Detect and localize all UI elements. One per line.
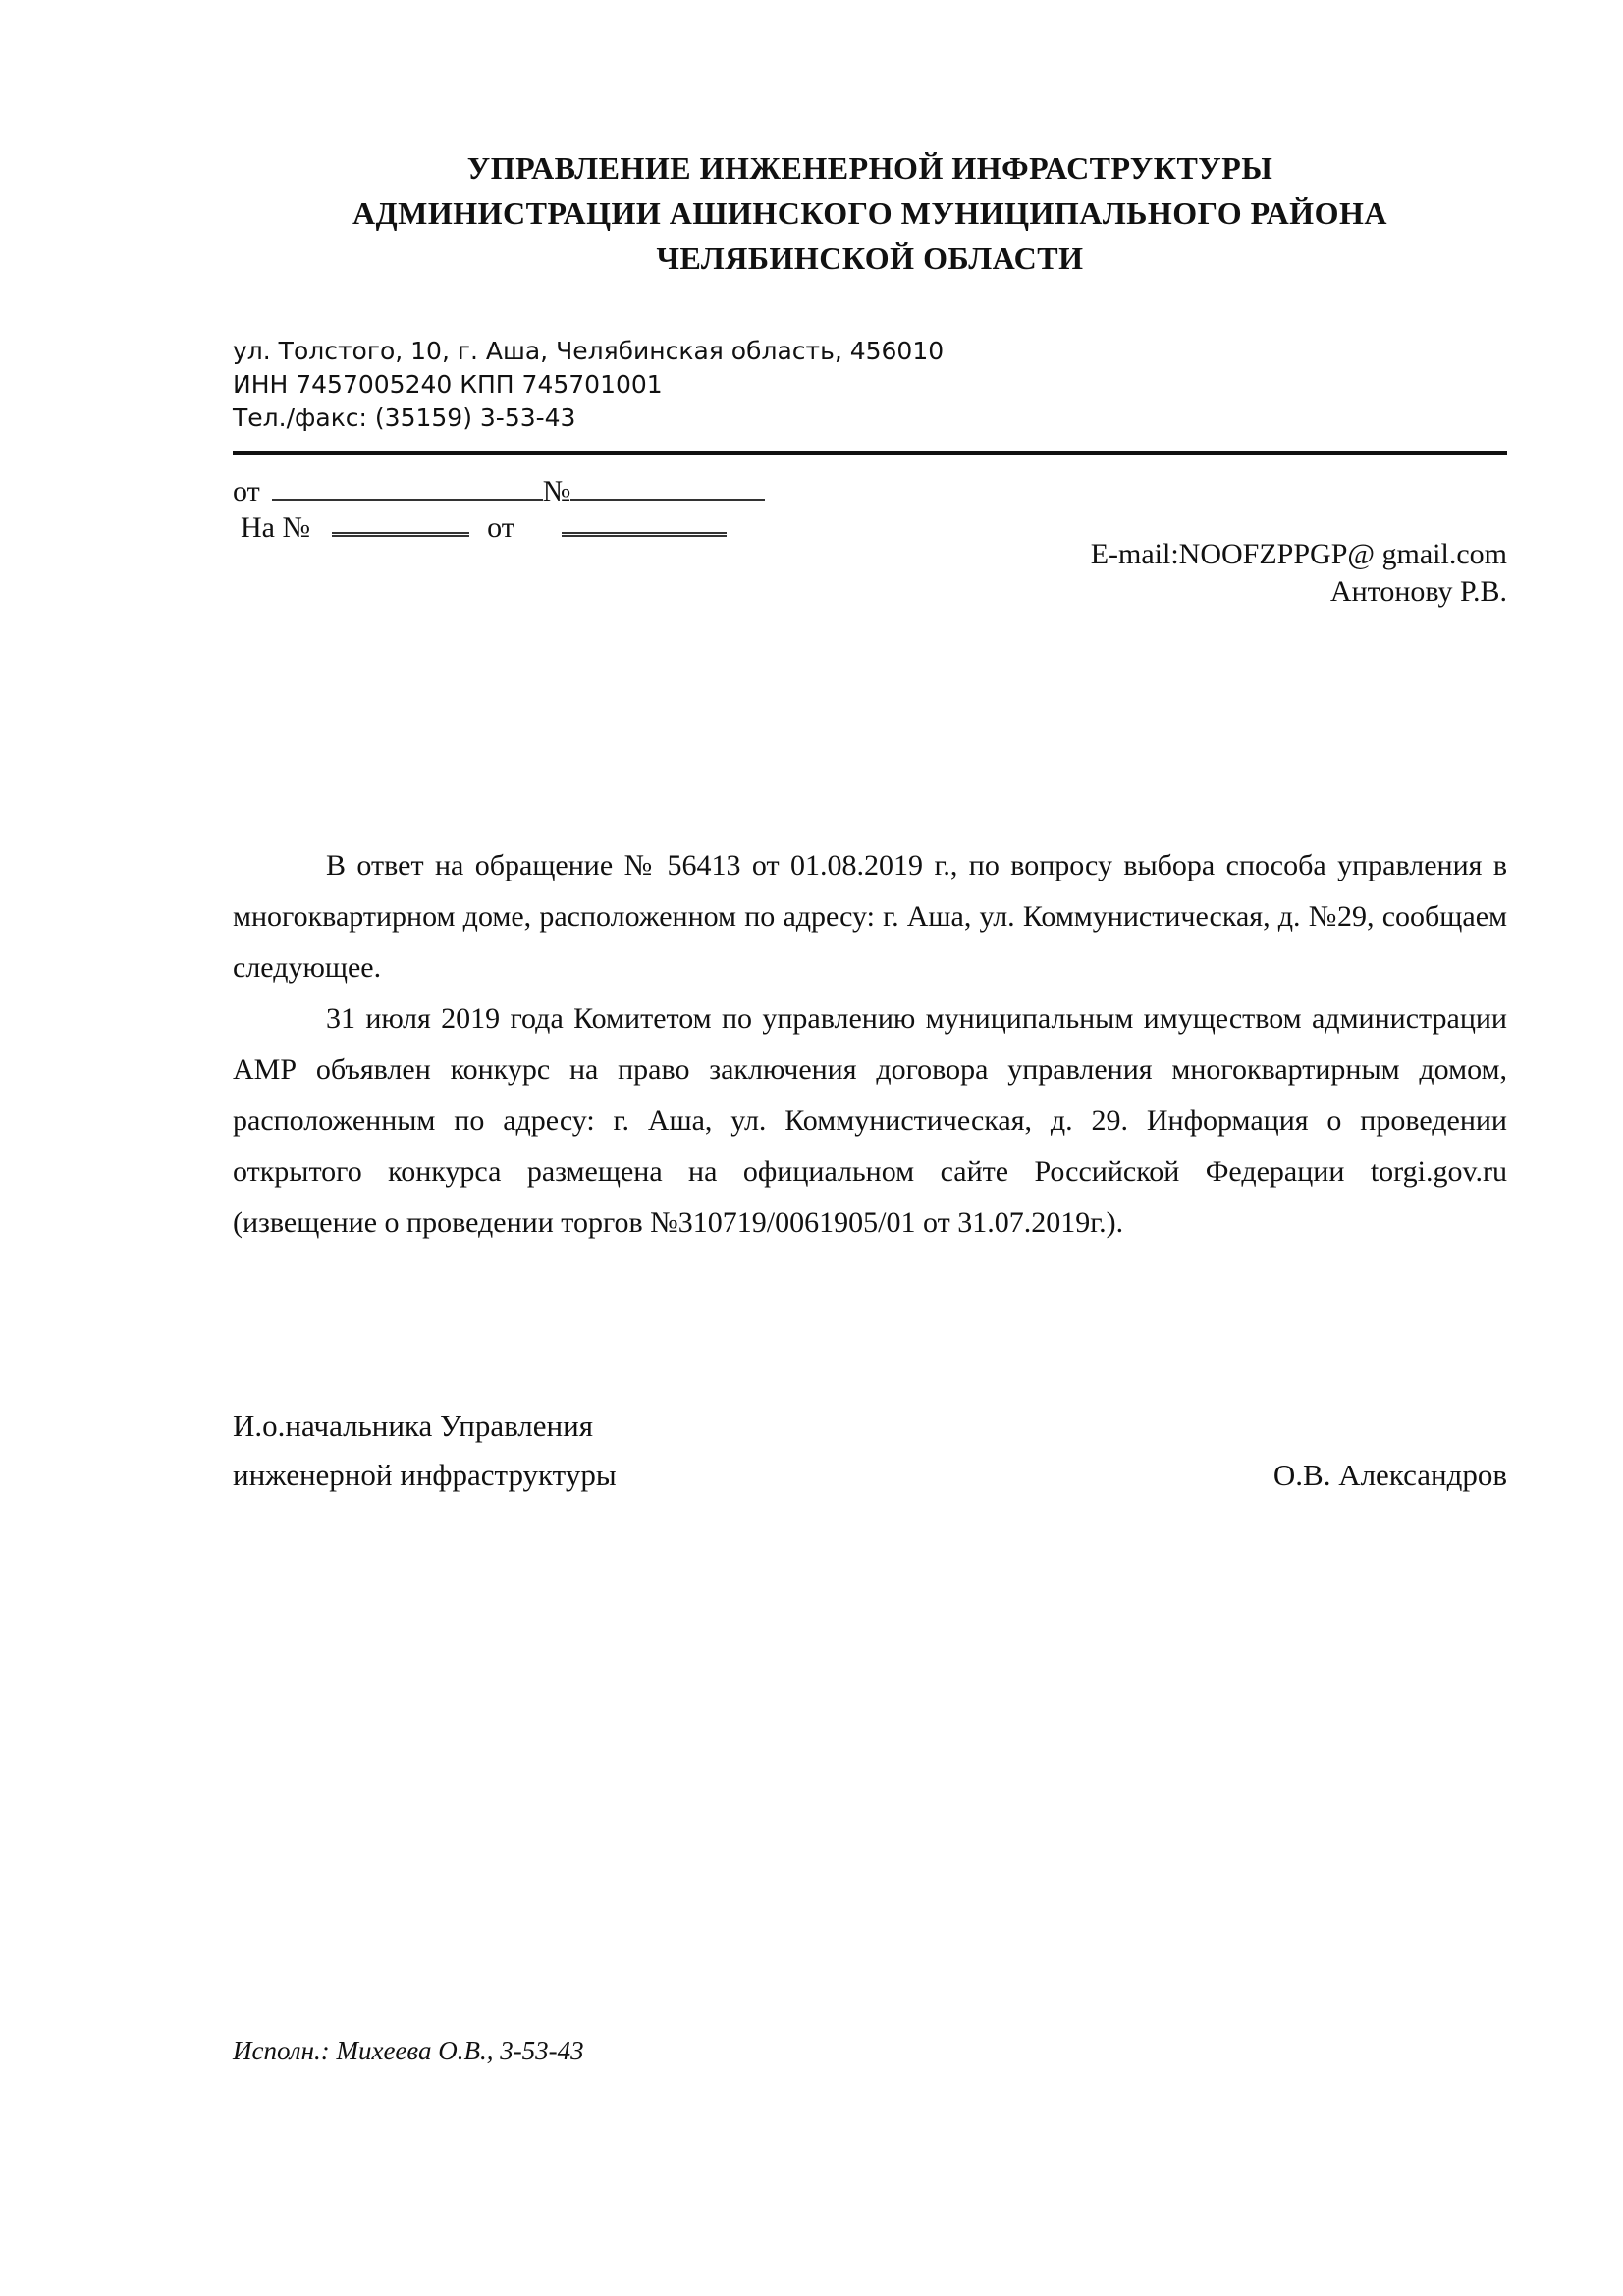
org-address: ул. Толстого, 10, г. Аша, Челябинская область, 456010 — [233, 337, 945, 365]
from-label: от — [233, 475, 260, 507]
on-number-label: На № — [241, 511, 311, 544]
signer-position-line-2: инженерной инфраструктуры — [233, 1458, 617, 1492]
addressee-block — [233, 536, 1507, 611]
letter-body — [233, 840, 1507, 1249]
body-paragraph-1: В ответ на обращение № 56413 от 01.08.2019 г., по вопросу выбора способа управления в многоквартирном доме, расположенном по адресу: г. Аша, ул. Коммунистическая, д. №29, сообщаем следующее. — [233, 849, 1507, 984]
org-name-line-3: ЧЕЛЯБИНСКОЙ ОБЛАСТИ — [656, 240, 1084, 276]
on-from-label: от — [487, 511, 514, 544]
signer-position — [233, 1402, 617, 1500]
org-contacts — [233, 335, 1507, 435]
executor-note: Исполн.: Михеева О.В., 3-53-43 — [233, 2036, 584, 2065]
org-name-heading — [233, 145, 1507, 281]
number-label: № — [542, 475, 571, 507]
org-name-line-1: УПРАВЛЕНИЕ ИНЖЕНЕРНОЙ ИНФРАСТРУКТУРЫ — [466, 150, 1273, 186]
reference-row-outgoing — [233, 473, 1507, 509]
org-inn-kpp: ИНН 7457005240 КПП 745701001 — [233, 370, 663, 399]
date-blank-line — [272, 499, 543, 501]
signature-block — [233, 1402, 1507, 1500]
signer-name: О.В. Александров — [1272, 1458, 1507, 1492]
signer-position-line-1: И.о.начальника Управления — [233, 1409, 593, 1443]
addressee-name: Антонову Р.В. — [1329, 575, 1507, 608]
org-name-line-2: АДМИНИСТРАЦИИ АШИНСКОГО МУНИЦИПАЛЬНОГО РАЙОНА — [352, 195, 1387, 231]
addressee-email: E-mail:NOOFZPPGP@ gmail.com — [1090, 538, 1507, 570]
number-blank-line — [570, 499, 765, 501]
org-phone-fax: Тел./факс: (35159) 3-53-43 — [233, 403, 576, 432]
body-paragraph-2: 31 июля 2019 года Комитетом по управлению муниципальным имуществом администрации АМР объявлен конкурс на право заключения договора управления многоквартирным домом, расположенным по адресу: г. Аша, ул. Коммунистическая, д. 29. Информация о проведении открытого конкурса размещена на официальном сайте Российской Федерации torgi.gov.ru (извещение о проведении торгов №310719/0061905/01 от 31.07.2019г.). — [233, 1002, 1507, 1239]
reference-block — [233, 473, 1507, 546]
letterhead-divider — [233, 451, 1507, 455]
